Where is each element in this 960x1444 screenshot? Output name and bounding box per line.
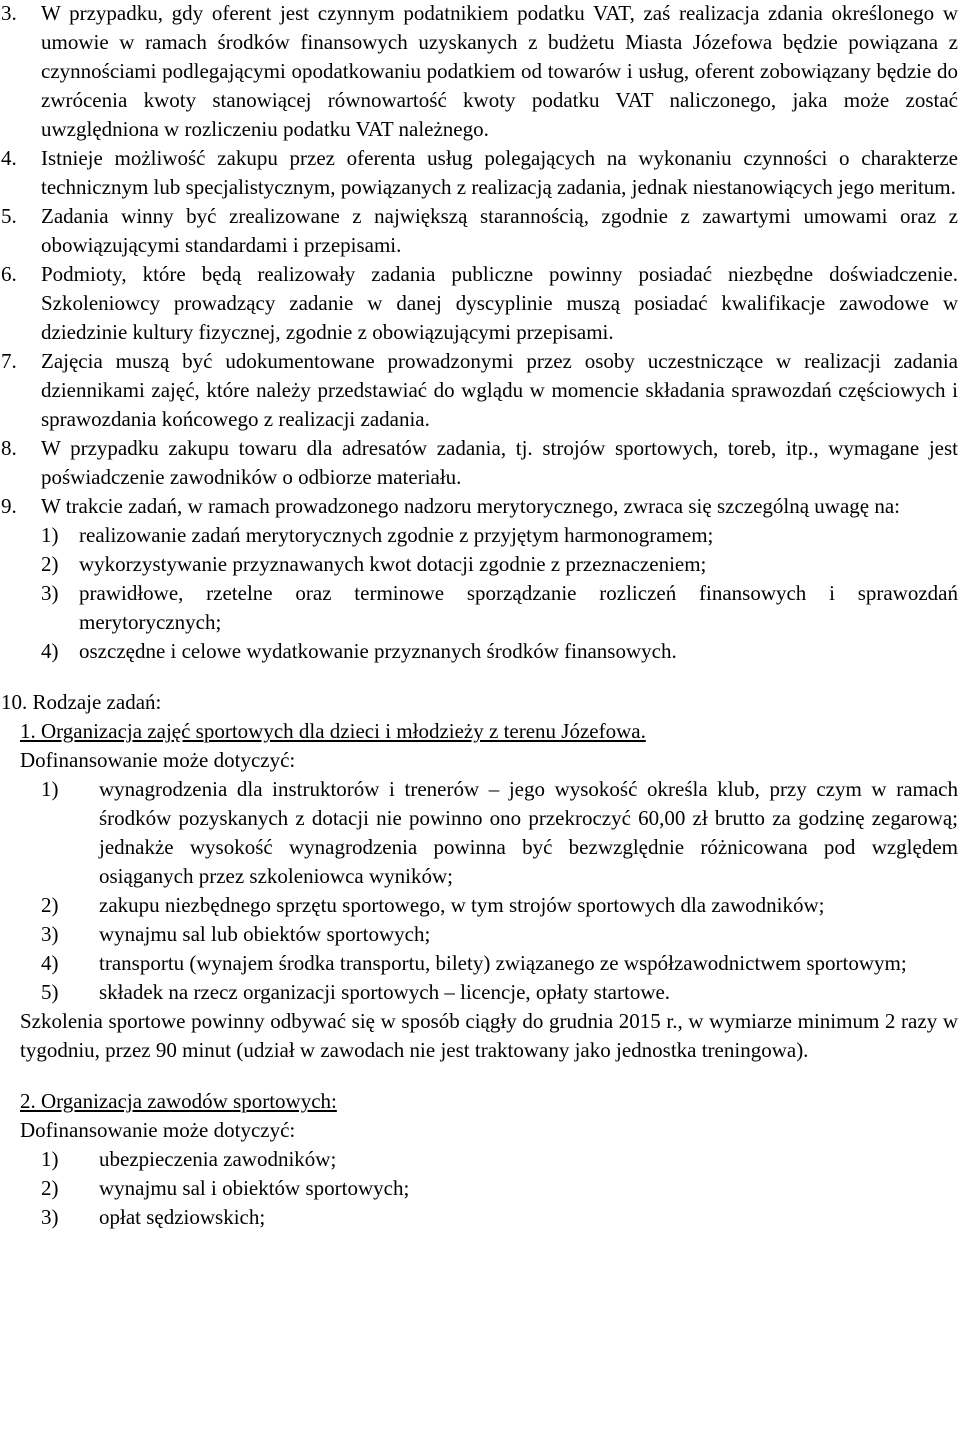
point-4 (0, 144, 958, 202)
point-number: 7. (1, 349, 17, 373)
list-item-text: realizowanie zadań merytorycznych zgodnie z przyjętym harmonogramem; (79, 523, 714, 547)
list-item (41, 949, 958, 978)
spacer (0, 666, 958, 688)
list-item-text: oszczędne i celowe wydatkowanie przyznanych środków finansowych. (79, 639, 677, 663)
point-5 (0, 202, 958, 260)
list-item-number: 1) (41, 777, 59, 801)
list-item-text: wynajmu sal i obiektów sportowych; (99, 1176, 410, 1200)
list-item-text: zakupu niezbędnego sprzętu sportowego, w tym strojów sportowych dla zawodników; (99, 893, 825, 917)
list-item (41, 550, 958, 579)
list-item (41, 978, 958, 1007)
point-text: Zajęcia muszą być udokumentowane prowadzonymi przez osoby uczestniczące w realizacji zadania dziennikami zajęć, które należy przedstawiać do wglądu w momencie składania sprawozdań częściowych i sprawozdania końcowego z realizacji zadania. (41, 349, 958, 431)
list-item-number: 3) (41, 581, 59, 605)
list-item-number: 5) (41, 980, 59, 1004)
point-text: W przypadku, gdy oferent jest czynnym podatnikiem podatku VAT, zaś realizacja zdania określonego w umowie w ramach środków finansowych uzyskanych z budżetu Miasta Józefowa będzie powiązana z czynnościami podlegającymi opodatkowaniu podatkiem od towarów i usług, oferent zobowiązany będzie do zwrócenia kwoty stanowiącej równowartość kwoty podatku VAT naliczonego, jaka może zostać uwzględniona w rozliczeniu podatku VAT należnego. (41, 1, 958, 141)
point-number: 3. (1, 1, 17, 25)
point-number: 8. (1, 436, 17, 460)
list-item-number: 4) (41, 639, 59, 663)
list-item-number: 2) (41, 1176, 59, 1200)
section-title: Rodzaje zadań: (32, 690, 162, 714)
list-item-text: opłat sędziowskich; (99, 1205, 266, 1229)
list-item (41, 579, 958, 637)
task-2-title: 2. Organizacja zawodów sportowych: (20, 1089, 337, 1113)
point-9 (0, 492, 958, 666)
list-item (41, 637, 958, 666)
task-2-intro: Dofinansowanie może dotyczyć: (20, 1118, 296, 1142)
list-item-number: 1) (41, 1147, 59, 1171)
spacer (20, 1065, 958, 1087)
point-8 (0, 434, 958, 492)
point-text: Podmioty, które będą realizowały zadania publiczne powinny posiadać niezbędne doświadczenie. Szkoleniowcy prowadzący zadanie w danej dyscyplinie muszą posiadać kwalifikacje zawodowe w dziedzinie kultury fizycznej, zgodnie z obowiązującymi przepisami. (41, 262, 958, 344)
list-item-text: ubezpieczenia zawodników; (99, 1147, 337, 1171)
list-item-text: wykorzystywanie przyznawanych kwot dotacji zgodnie z przeznaczeniem; (79, 552, 707, 576)
list-item (41, 775, 958, 891)
list-item-text: prawidłowe, rzetelne oraz terminowe sporządzanie rozliczeń finansowych i sprawozdań merytorycznych; (79, 581, 958, 634)
list-item-number: 4) (41, 951, 59, 975)
point-number: 9. (1, 494, 17, 518)
point-6 (0, 260, 958, 347)
section-10-heading (0, 688, 958, 717)
list-item-number: 2) (41, 893, 59, 917)
task-1-title: 1. Organizacja zajęć sportowych dla dzieci i młodzieży z terenu Józefowa. (20, 719, 646, 743)
task-1-block (0, 717, 958, 1232)
point-3 (0, 0, 958, 144)
task-1-intro: Dofinansowanie może dotyczyć: (20, 748, 296, 772)
point-number: 5. (1, 204, 17, 228)
task-1-note: Szkolenia sportowe powinny odbywać się w sposób ciągły do grudnia 2015 r., w wymiarze minimum 2 razy w tygodniu, przez 90 minut (udział w zawodach nie jest traktowany jako jednostka treningowa). (20, 1009, 958, 1062)
section-number: 10. (1, 690, 28, 714)
list-item (41, 1174, 958, 1203)
list-item-number: 2) (41, 552, 59, 576)
list-item-number: 3) (41, 922, 59, 946)
task-1-list (20, 775, 958, 1007)
list-item (41, 1145, 958, 1174)
list-item-number: 3) (41, 1205, 59, 1229)
point-number: 4. (1, 146, 17, 170)
list-item (41, 521, 958, 550)
point-9-content (41, 492, 958, 666)
point-text: W trakcie zadań, w ramach prowadzonego nadzoru merytorycznego, zwraca się szczególną uwagę na: (41, 494, 901, 518)
point-text: W przypadku zakupu towaru dla adresatów zadania, tj. strojów sportowych, toreb, itp., wymagane jest poświadczenie zawodników o odbiorze materiału. (41, 436, 958, 489)
point-number: 6. (1, 262, 17, 286)
list-item (41, 891, 958, 920)
point-text: Istnieje możliwość zakupu przez oferenta usług polegających na wykonaniu czynności o charakterze technicznym lub specjalistycznym, powiązanych z realizacją zadania, jednak niestanowiących jego meritum. (41, 146, 958, 199)
list-item (41, 920, 958, 949)
task-2-list (20, 1145, 958, 1232)
list-item-text: wynajmu sal lub obiektów sportowych; (99, 922, 431, 946)
list-item-text: składek na rzecz organizacji sportowych – licencje, opłaty startowe. (99, 980, 671, 1004)
list-item-text: wynagrodzenia dla instruktorów i trenerów – jego wysokość określa klub, przy czym w ramach środków pozyskanych z dotacji nie powinno ono przekroczyć 60,00 zł brutto za godzinę zegarową; jednakże wysokość wynagrodzenia powinna być bezwzględnie różnicowana pod względem osiąganych przez szkoleniowca wyników; (99, 777, 958, 888)
point-text: Zadania winny być zrealizowane z największą starannością, zgodnie z zawartymi umowami oraz z obowiązującymi standardami i przepisami. (41, 204, 958, 257)
point-7 (0, 347, 958, 434)
list-item-number: 1) (41, 523, 59, 547)
list-item-text: transportu (wynajem środka transportu, bilety) związanego ze współzawodnictwem sportowym; (99, 951, 907, 975)
list-item (41, 1203, 958, 1232)
